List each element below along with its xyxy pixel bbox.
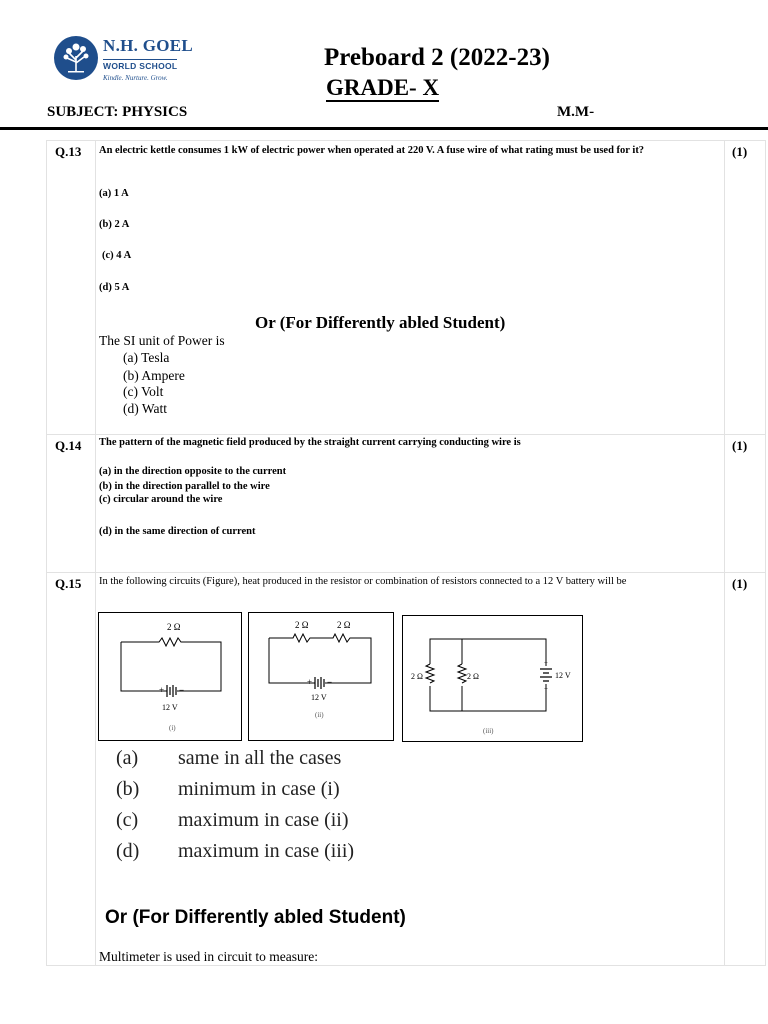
q15-option-d: (d) maximum in case (iii): [116, 840, 355, 862]
svg-text:−: −: [327, 677, 333, 687]
tree-icon: [54, 36, 98, 80]
q13-option-a: (a) 1 A: [99, 188, 129, 199]
q15-option-a: (a) same in all the cases: [116, 747, 342, 769]
q14-option-c: (c) circular around the wire: [99, 494, 223, 505]
q14-option-b: (b) in the direction parallel to the wire: [99, 481, 270, 492]
exam-title: Preboard 2 (2022-23): [324, 44, 550, 71]
q13-option-d: (d) 5 A: [99, 282, 130, 293]
alt-option-b: (b) Ampere: [123, 368, 185, 383]
header-divider: [0, 127, 768, 130]
figure-caption-ii: (ii): [315, 711, 324, 719]
battery-label: 12 V: [162, 703, 178, 712]
question-text-13: An electric kettle consumes 1 kW of electric power when operated at 220 V. A fuse wire of what rating must be used for it?: [99, 145, 645, 156]
svg-text:12 V: 12 V: [311, 693, 327, 702]
subject-label: SUBJECT: PHYSICS: [47, 104, 188, 120]
svg-text:−: −: [544, 659, 548, 667]
question-number-15: Q.15: [55, 576, 82, 591]
svg-text:12 V: 12 V: [555, 671, 571, 680]
alt-option-a: (a) Tesla: [123, 350, 170, 365]
row-divider: [46, 434, 766, 435]
circuit-figure-iii: [402, 615, 583, 742]
column-divider-right: [724, 140, 725, 966]
school-logo: [54, 36, 204, 86]
figure-caption-i: (i): [169, 724, 176, 732]
logo-subtitle: WORLD SCHOOL: [103, 61, 178, 71]
grade-heading: GRADE- X: [326, 75, 440, 100]
question-text-15: In the following circuits (Figure), heat produced in the resistor or combination of resistors connected to a 12 V battery will be: [99, 576, 627, 587]
marks-15: (1): [732, 576, 748, 591]
q14-option-d: (d) in the same direction of current: [99, 526, 256, 537]
question-text-14: The pattern of the magnetic field produced by the straight current carrying conducting wire is: [99, 437, 521, 448]
svg-text:+: +: [159, 685, 165, 695]
marks-13: (1): [732, 144, 748, 159]
svg-text:2 Ω: 2 Ω: [337, 620, 351, 630]
alt-question-15: Multimeter is used in circuit to measure:: [99, 949, 318, 964]
svg-text:2 Ω: 2 Ω: [411, 672, 423, 681]
svg-text:2 Ω: 2 Ω: [295, 620, 309, 630]
max-marks-label: M.M-: [557, 104, 595, 120]
or-heading-13: Or (For Differently abled Student): [255, 313, 506, 332]
logo-name: N.H. GOEL: [103, 36, 194, 55]
column-divider-left: [95, 140, 96, 966]
alt-option-d: (d) Watt: [123, 401, 168, 416]
q13-option-b: (b) 2 A: [99, 219, 130, 230]
logo-tagline: Kindle. Nurture. Grow.: [103, 74, 168, 82]
q15-option-b: (b) minimum in case (i): [116, 778, 340, 800]
q15-option-c: (c) maximum in case (ii): [116, 809, 349, 831]
svg-text:+: +: [307, 677, 313, 687]
or-heading-15: Or (For Differently abled Student): [105, 907, 406, 928]
figure-caption-iii: (iii): [483, 727, 494, 735]
alt-question-13: The SI unit of Power is: [99, 333, 225, 348]
circuit-figure-i: [98, 612, 242, 741]
svg-text:2 Ω: 2 Ω: [467, 672, 479, 681]
question-number-13: Q.13: [55, 144, 82, 159]
resistor-label: 2 Ω: [167, 622, 181, 632]
svg-text:−: −: [179, 685, 185, 695]
row-divider: [46, 572, 766, 573]
circuit-figure-ii: [248, 612, 394, 741]
alt-option-c: (c) Volt: [123, 384, 164, 399]
svg-text:+: +: [544, 685, 548, 693]
q14-option-a: (a) in the direction opposite to the current: [99, 466, 287, 477]
marks-14: (1): [732, 438, 748, 453]
question-number-14: Q.14: [55, 438, 82, 453]
q13-option-c: (c) 4 A: [102, 250, 132, 261]
